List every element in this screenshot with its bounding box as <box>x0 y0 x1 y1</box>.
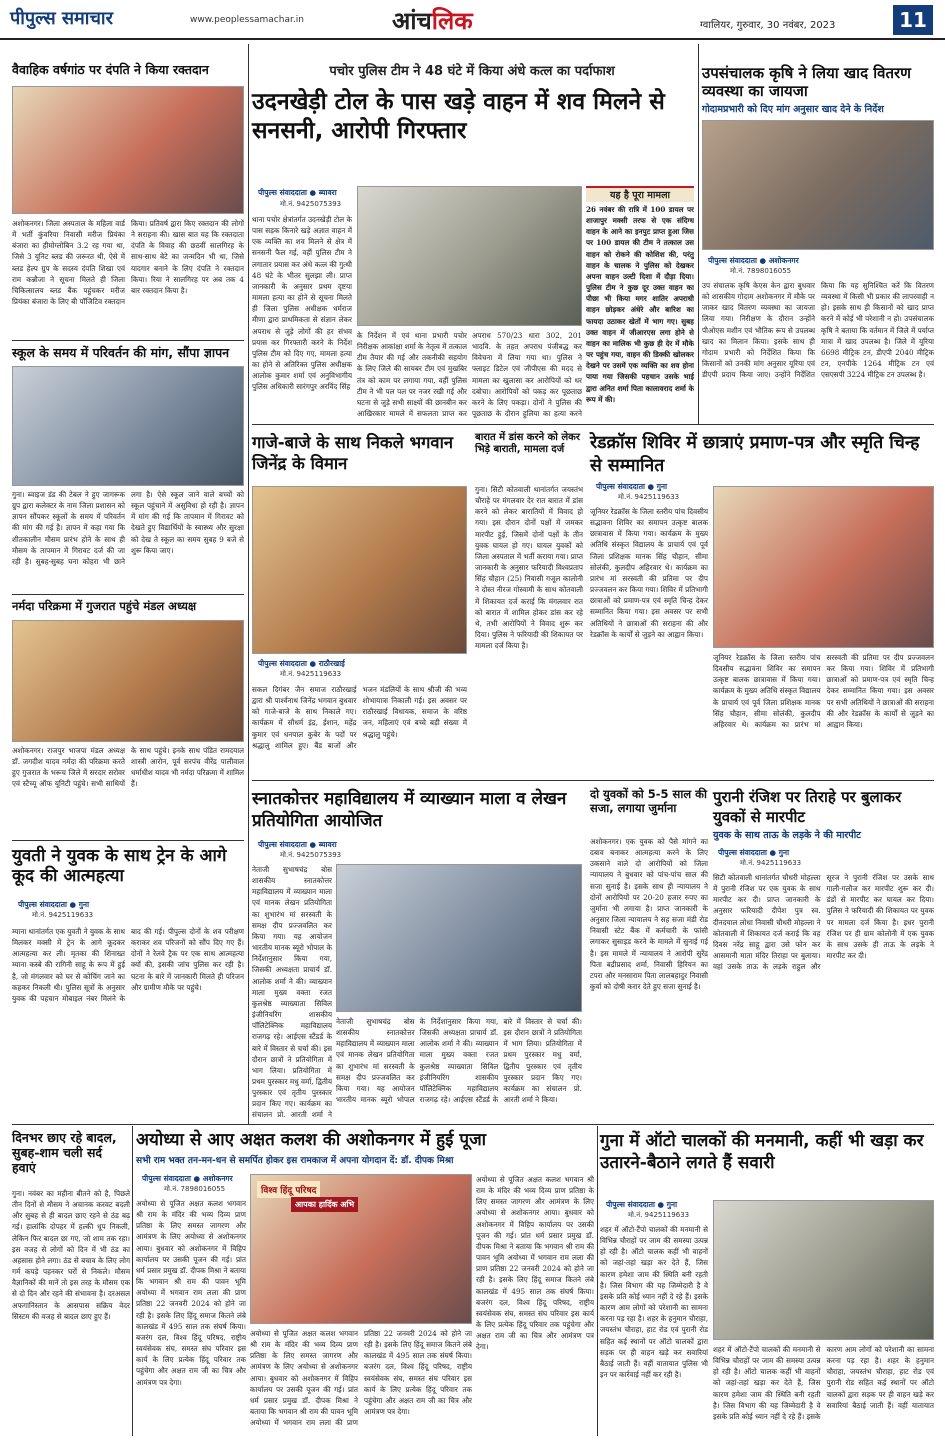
redcross-headline: रेडक्रॉस शिविर में छात्राएं प्रमाण-पत्र और स्मृति चिन्ह से सम्मानित <box>590 433 920 476</box>
baraat-headline: बारात में डांस करने को लेकर भिड़े बाराती, मामला दर्ज <box>475 432 580 455</box>
baraat-text: गुना। सिटी कोतवाली थानांतर्गत जयस्तंभ चौराहे पर मंगलवार देर रात बारात में डांस करने को लेकर बारातियों में विवाद हो गया। इस दौरान दोनों पक्षों में जमकर मारपीट हुई, जिसमें दोनों पक्षों के तीन युवक घायल हो गए। घायल युवकों को जिला अस्पताल में भर्ती कराया गया। प्राप्त जानकारी के अनुसार फरियादी विश्वप्रताप सिंह चौहान (25) निवासी गजूल कालोनी ने दोस्त नीरज गोस्वामी के साथ कोतवाली में शिकायत दर्ज कराई कि मंगलवार रात को बारात में शामिल होकर डांस कर रहे थे, तभी आरोपियों ने विवाद शुरू कर दिया। पुलिस ने फरियादी की शिकायत पर मामला दर्ज किया है। <box>475 485 583 651</box>
lead-text-col2: के निर्देशन में एवं थाना प्रभारी पचोर निरीक्षक आकांक्षा शर्मा के नेतृत्व में तत्काल टीम तैयार की गई और तकनीकी सहयोग के लिए जिले की सायबर टीम एवं मुखबिर तंत्र को काम पर लगाया गया, वहीं पुलिस टीम ने भी पल पल पर नजर रखी गई और घटना से जुड़े सभी साक्ष्यों की छानबीन कर आखिरकार मामले में सफलता प्राप्त कर <box>357 331 467 419</box>
ayodhya-text-cont: अयोध्या से पूजित अक्षत कलश भगवान श्री राम के मंदिर की भव्य दिव्य प्राण प्रतिष्ठा के लिए समस्त जागरण और आमंत्रण के लिए अयोध्या से अशोकनगर आया। बुधवार को अशोकनगर में विहिप कार्यालय पर उसकी पूजन की गई। प्रांत धर्म प्रसार प्रमुख डॉ. दीपक मिश्रा ने बताया कि भगवान श्री राम की पावन भूमि अयोध्या में भगवान राम लला की प्राण प्रतिष्ठा 22 जनवरी 2024 को होने जा रही है। इसके लिए हिंदू समाज कितने लंबे कालखंड में 495 साल तक संघर्ष किया। बजरंग दल, विश्व हिंदू परिषद, राष्ट्रीय स्वयंसेवक संघ, समस्त संघ परिवार इस कार्य के लिए प्रत्येक हिंदू परिवार तक पहुंचेगा और अक्षत राम जी का चित्र और आमंत्रण पत्र देगा। <box>250 1329 472 1428</box>
jinendra-mobile: मो.नं. 9425119633 <box>280 670 342 678</box>
lecture-byline: पीपुल्स संवाददाता ● ब्यावरा <box>258 840 337 849</box>
redcross-text-cont: जूनियर रेडक्रॉस के जिला स्तरीय पांच दिवसीय सद्भावना शिविर का समापन उत्कृष्ट बालक छात्रावास में किया गया। कार्यक्रम के मुख्य अतिथि संस्कृत विद्यालय के प्राचार्य एवं पूर्व जिला प्रशिक्षक मानक सिंह चौहान, सीमा सोलंकी, कुलदीप अहिरवार थे। कार्यक्रम का प्रारंभ मां सरस्वती की प्रतिमा पर दीप प्रज्जवलन कर किया गया। शिविर में प्रतिभागी छात्राओं को प्रमाण-पत्र एवं स्मृति चिन्ह देकर सम्मानित किया गया। इस अवसर पर सभी अतिथियों ने छात्राओं की सराहना की और रेडक्रॉस के कार्यों से जुड़ने का आह्वान किया। <box>713 653 934 729</box>
column-rule <box>698 44 699 424</box>
narmada-photo <box>12 620 244 742</box>
weather-text: गुना। नवंबर का महीना बीतने को है, पिछले तीन दिनों से मौसम ने अचानक करवट बदली और सुबह से ही बादल छाए रहने से ठंड बढ़ गई। हालांकि दोपहर में हल्की धूप निकली, लेकिन फिर बादल छा गए, जो शाम तक रहा। इस वजह से लोगों को दिन में भी ठंड का अहसास होने लगा। ठंड से बचाव के लिए लोग गर्म कपड़े पहनकर घरों से निकले। मौसम वैज्ञानिकों की मानें तो इस तरह के मौसम एक से दो दिन और रहने की संभावना है। दरअसल अफगानिस्तान के आसपास सक्रिय वेदर सिस्टम की वजह से बादल छाए हुए हैं। <box>12 1189 130 1321</box>
ayodhya-text: अयोध्या से पूजित अक्षत कलश भगवान श्री राम के मंदिर की भव्य दिव्य प्राण प्रतिष्ठा के लिए समस्त जागरण और आमंत्रण के लिए अयोध्या से अशोकनगर आया। बुधवार को अशोकनगर में विहिप कार्यालय पर उसकी पूजन की गई। प्रांत धर्म प्रसार प्रमुख डॉ. दीपक मिश्रा ने बताया कि भगवान श्री राम की पावन भूमि अयोध्या में भगवान राम लला की प्राण प्रतिष्ठा 22 जनवरी 2024 को होने जा रही है। इसके लिए हिंदू समाज कितने लंबे कालखंड में 495 साल तक संघर्ष किया। बजरंग दल, विश्व हिंदू परिषद, राष्ट्रीय स्वयंसेवक संघ, समस्त संघ परिवार इस कार्य के लिए प्रत्येक हिंदू परिवार तक पहुंचेगा और अक्षत राम जी का चित्र और आमंत्रण पत्र देगा। <box>136 1199 246 1387</box>
divider <box>12 340 244 341</box>
section-title <box>392 4 473 37</box>
page-number: 11 <box>893 5 933 35</box>
jinendra-text: सकल दिगंबर जैन समाज राठौरखाई द्वारा श्री पार्श्वनाथ जिनेंद्र भगवान बुधवार को गाजे-बाजे के साथ निकाले गए। कार्यक्रम में सौधर्म इंद्र, ईशान, महेंद्र कुमार एवं धनपाल कुबेर के पदों पर श्रद्धालु शामिल हुए। बैंड बाजों और भजन मंडलियों के साथ श्रीजी की भव्य शोभायात्रा निकाली गई। इस अवसर पर राठौरखाई विधायक, समाज के वरिष्ठ जन, महिलाएं एवं बच्चे बड़ी संख्या में श्रद्धालु पहुंचे। <box>252 685 467 750</box>
lecture-headline: स्नातकोत्तर महाविद्यालय में व्याख्यान माला व लेखन प्रतियोगिता आयोजित <box>252 789 567 832</box>
auto-mobile: मो.नं. 9425119633 <box>628 1211 690 1219</box>
anniversary-headline: वैवाहिक वर्षगांठ पर दंपति ने किया रक्तदान <box>12 62 209 77</box>
lead-sidebar-text: 26 नवंबर की रात्रि में 100 डायल पर शाजापुर मक्सी तरफ से एक संदिग्ध वाहन के आने का इनपुट प्राप्त हुआ जिस पर 100 डायल की टीम ने तत्काल उस वाहन को रोकने की कोशिश की, परंतु वाहन के चालक ने पुलिस को देखकर अपना वाहन उल्टी दिशा में दौड़ा दिया। पुलिस टीम ने कुछ दूर उक्त वाहन का पीछा भी किया मगर शातिर अपराधी वाहन छोड़कर अंधेरे और बारिश का फायदा उठाकर खेतों में भाग गए। सुबह उक्त वाहन में जीआरएस लगा होने से वाहन का मालिक भी कुछ ही देर में मौके पर पहुंच गया, वाहन की डिक्की खोलकर देखने पर उसमें एक व्यक्ति का शव होना पाया गया जिसकी पहचान उसके भाई द्वारा अनित शर्मा पिता कालावराद शर्मा के रूप में की। <box>586 205 694 404</box>
fertilizer-byline: पीपुल्स संवाददाता ● अशोकनगर <box>708 256 799 265</box>
column-rule <box>248 44 249 1124</box>
auto-text: शहर में ऑटो-टैंपो चालकों की मनमानी से विभिन्न चौराहों पर जाम की समस्या उत्पन्न हो रही है। ऑटो चालक कहीं भी वाहनों को जहां-तहां खड़ा कर देते हैं, जिस कारण हमेशा जाम की स्थिति बनी रहती है। जिस विभाग की यह जिम्मेदारी है वे इसके प्रति कोई ध्यान नहीं दे रहे हैं। इसके कारण आम लोगों को परेशानी का सामना करना पड़ रहा है। शहर के हनुमान चौराहा, जयस्तंभ चौराहा, हाट रोड एवं पुरानी रोड सहित कई स्थानों पर ऑटो चालकों द्वारा सड़क पर ही वाहन खड़े कर सवारियां बैठाई जाती हैं। वहीं यातायात पुलिस भी इन पर कार्रवाई नहीं कर रही है। <box>600 1225 708 1380</box>
column-rule <box>132 1126 133 1436</box>
train-byline: पीपुल्स संवाददाता ● गुना <box>18 900 90 909</box>
ayodhya-mobile: मो.नं. 7898016055 <box>164 1185 226 1193</box>
lead-headline: उदनखेड़ी टोल के पास खड़े वाहन में शव मिलने से सनसनी, आरोपी गिरफ्तार <box>252 89 665 144</box>
jinendra-photo <box>252 486 467 654</box>
divider <box>252 780 934 781</box>
revenge-text: सिटी कोतवाली थानांतर्गत चौधरी मोहल्ला में पुरानी रंजिश पर एक युवक के साथ मारपीट कर दी। प्राप्त जानकारी के अनुसार फरियादी दीपेश पुत्र स्व. दीनदयाल लोधा निवासी चौधरी मोहल्ला ने कोतवाली में शिकायत दर्ज कराई कि वह दिवस नरेंद्र साहू द्वारा उसे फोन कर आसमानी माता मंदिर तिराहा पर बुलाया। वहां उसके ताऊ के लड़के राहुल और सूरज ने पुरानी रंजिश पर उसके साथ गाली-गलौज कर मारपीट शुरू कर दी। डंडों से मारपीट कर घायल कर दिया। पुलिस ने फरियादी की शिकायत पर युवक पर मामला दर्ज किया है। इधर पुरानी रंजिश पर ही ग्राम कोलोनी में एक युवक के साथ उसके ही ताऊ के लड़के ने मारपीट कर दी। <box>713 873 934 972</box>
sentence-headline: दो युवकों को 5-5 साल की सजा, लगाया जुर्माना <box>590 787 707 815</box>
school-text: गुना। ब्वाइज डंड की टेबल ने हुए जागरूक ग्रुप द्वारा कलेक्टर के नाम जिला प्रशासन को ज्ञापन सौंपकर स्कूलों के समय में परिवर्तन की मांग की गई है। ज्ञापन में कहा गया कि शीतकालीन मौसम प्रारंभ होने के साथ ही मौसम के तापमान में गिरावट दर्ज की जा रही है। सुबह-सुबह घना कोहरा भी छाने लगा है। ऐसे स्कूल जाने वाले बच्चों को स्कूल पहुंचाने में असुविधा हो रही है। ज्ञापन में मांग की गई कि तापमान में गिरावट को देखते हुए विद्यार्थियों के स्वास्थ्य और सुरक्षा को देख ते स्कूल का समय सुबह 9 बजे से शुरू किया जाए। <box>12 490 244 566</box>
lead-kicker: पचोर पुलिस टीम ने 48 घंटे में किया अंधे कत्ल का पर्दाफाश <box>329 64 615 79</box>
auto-photo <box>713 1200 934 1340</box>
narmada-headline: नर्मदा परिक्रमा में गुजरात पहुंचे मंडल अध्यक्ष <box>12 599 197 613</box>
train-text: म्याना थानांतर्गत एक युवती ने युवक के साथ मिलकर मक्सी में ट्रेन के आगे कूदकर आत्महत्या कर ली। मृतका की शिनाख्त म्याना कस्बे की रागिनी साहू के रूप में हुई है, जो मंगलवार को घर से कोचिंग जाने का कहकर निकली थी। पुलिस सूत्रों के अनुसार युवक की पहचान मोबाइल नंबर मिलने के बाद की गई। पीपुल्स दोनों के शव परीक्षण कराकर शव परिजनों को सौंप दिए गए हैं। दोनों ने रेलवे ट्रैक पर एक साथ आत्महत्या क्यों की, इसकी जांच पुलिस कर रही है। घटना के बारे में जानकारी मिलते ही परिजन और ग्रामीण मौके पर पहुंचे। <box>12 927 244 1003</box>
ayodhya-banner-text: विश्व हिंदू परिषद <box>257 1181 320 1198</box>
section-title-a: आंच <box>392 7 432 35</box>
lead-photo <box>357 186 582 326</box>
anniversary-photo <box>12 86 244 214</box>
lead-text-col1: थाना पचोर क्षेत्रांतर्गत उदनखेड़ी टोल के पास सड़क किनारे खड़े अज्ञात वाहन में एक व्यक्ति का शव मिलने से क्षेत्र में सनसनी फैल गई, वहीं पुलिस टीम ने लगातार प्रयास कर अंधे कत्ल की गुत्थी 48 घंटे के भीतर सुलझा ली। प्राप्त जानकारी के अनुसार प्रथम दृष्टया मामला हत्या का होने से सूचना मिलते ही जिला पुलिस अधीक्षक धर्मराज मीणा द्वारा प्राथमिकता से संज्ञान लेकर अपराध से जुड़े लोगों की हर संभव प्रयास कर गिरफ्तारी करने के निर्देश पुलिस टीम को दिए गए, मामला हत्या का होने से अतिरिक्त पुलिस अधीक्षक आलोक कुमार शर्मा एवं अनुविभागीय पुलिस अधिकारी सारंगपुर अरविंद सिंह <box>252 215 352 392</box>
divider <box>136 1124 934 1125</box>
school-photo <box>12 366 244 486</box>
jinendra-headline: गाजे-बाजे के साथ निकले भगवान जिनेंद्र के विमान <box>252 433 453 474</box>
lead-byline: पीपुल्स संवाददाता ● ब्यावरा <box>258 188 337 197</box>
redcross-byline: पीपुल्स संवाददाता ● गुना <box>596 482 668 491</box>
revenge-headline: पुरानी रंजिश पर तिराहे पर बुलाकर युवकों से मारपीट <box>713 788 902 826</box>
revenge-byline: पीपुल्स संवाददाता ● गुना <box>718 848 790 857</box>
narmada-text: अशोकनगर। राजपुर भाजपा मंडल अध्यक्ष डॉ. जगदीश यादव नर्मदा की परिक्रमा करते हुए गुजरात के भरूच जिले में सरदार सरोवर एवं स्टैच्यू ऑफ यूनिटी पहुंचे। सभी साथियों के साथ पहुंचे। इनके साथ पंडित रामदयाल शास्त्री आरोन, पूर्व सरपंच वीरेंद्र पालीवाल धर्माधीश यादव भी नर्मदा परिक्रमा में शामिल हैं। <box>12 746 244 789</box>
lead-text-col3: अपराध 570/23 धारा 302, 201 भादवि. के तहत अपराध पंजीबद्ध कर विवेचना में लिया गया था। पुलिस ने फ्लाइट डिटेल एवं जीपीएस की मदद से मामला का खुलासा कर आरोपियों को धर दबोचा। आरोपियों को पकड़ कर पूछताछ करने के लिए पकड़ा। दोनों ने पुलिस की पूछताछ के दौरान हुलिया का हत्या करने <box>472 331 582 419</box>
revenge-mobile: मो.नं. 9425119633 <box>740 859 802 867</box>
jinendra-byline: पीपुल्स संवाददाता ● राठौरखाई <box>258 659 345 668</box>
revenge-deck: युवक के साथ ताऊ के लड़के ने की मारपीट <box>713 830 861 841</box>
brand-url: www.peoplessamachar.in <box>190 15 304 25</box>
train-headline: युवती ने युवक के साथ ट्रेन के आगे कूद की आत्महत्या <box>12 846 227 887</box>
masthead <box>0 0 945 40</box>
school-headline: स्कूल के समय में परिवर्तन की मांग, सौंपा ज्ञापन <box>12 345 230 360</box>
sentence-text: अशोकनगर। एक युवक को पैसे मांगने का दबाव बनाकर आत्महत्या करने के लिए उकसाने वाले दो आरोपियों को जिला न्यायालय ने बुधवार को पांच-पांच साल की सजा सुनाई है। इसके साथ ही न्यायालय ने दोनों आरोपियों पर 20-20 हजार रुपए का जुर्माना भी लगाया है। प्राप्त जानकारी के अनुसार जिला न्यायालय ने सह सजा मंडी रोड निवासी स्टेट बैंक में कर्मचारी के फांसी लगाकर सुसाइड करने के मामले में सुनाई गई है। इस मामले में न्यायालय ने आरोपी सुरेंद्र पिता बद्रीप्रसाद शर्मा, निवासी हिरियन का टपरा और मनसाराम पिता लालबहादुर निवासी कुर्वा को दोषी करार देते हुए सजा सुनाई है। <box>590 837 708 992</box>
fertilizer-deck: गोदामप्रभारी को दिए मांग अनुसार खाद देने के निर्देश <box>702 104 884 115</box>
lecture-mobile: मो.नं. 9425075393 <box>280 851 342 859</box>
redcross-photo <box>713 486 934 648</box>
anniversary-text: अशोकनगर। जिला अस्पताल के महिला वार्ड में भर्ती कुंवरिया निवासी मरीज प्रियंका बंजारा का हीमोग्लोबिन 3.2 रह गया था, जिसे 3 यूनिट ब्लड की जरूरत थी, ऐसे में ब्लड हेल्प ग्रुप के सदस्य दंपति शिखा एवं राम कन्नौजा ने सूचना मिलते ही जिला चिकित्सालय ब्लड बैंक पहुंचकर मरीज प्रियंका बंजारा के लिए बी पॉजिटिव रक्तदान किया। प्रतिवर्ष द्वारा किए रक्तदान की लोगों ने सराहना की। खास बात यह कि रक्तदाता दंपति के विवाह की छठवीं सालगिरह के साथ-साथ बेटे का जन्मदिन भी था, जिसे यादगार बनाने के लिए दंपति ने रक्तदान किया। रिया ने सालगिरह पर अब तक 4 बार रक्तदान किया है। <box>12 219 244 307</box>
divider <box>252 424 934 425</box>
ayodhya-deck: सभी राम भक्त तन-मन-धन से समर्पित होकर इस रामकाज में अपना योगदान दें: डॉ. दीपक मिश्रा <box>136 1156 454 1166</box>
redcross-text: जूनियर रेडक्रॉस के जिला स्तरीय पांच दिवसीय सद्भावना शिविर का समापन उत्कृष्ट बालक छात्रावास में किया गया। कार्यक्रम के मुख्य अतिथि संस्कृत विद्यालय के प्राचार्य एवं पूर्व जिला प्रशिक्षक मानक सिंह चौहान, सीमा सोलंकी, कुलदीप अहिरवार थे। कार्यक्रम का प्रारंभ मां सरस्वती की प्रतिमा पर दीप प्रज्जवलन कर किया गया। शिविर में प्रतिभागी छात्राओं को प्रमाण-पत्र एवं स्मृति चिन्ह देकर सम्मानित किया गया। इस अवसर पर सभी अतिथियों ने छात्राओं की सराहना की और रेडक्रॉस के कार्यों से जुड़ने का आह्वान किया। <box>590 507 708 639</box>
lead-sidebar-header <box>586 186 694 202</box>
column-rule <box>597 1126 598 1436</box>
lead-mobile: मो.नं. 9425075393 <box>280 200 342 208</box>
train-mobile: मो.नं. 9425119633 <box>32 911 94 919</box>
ayodhya-photo <box>250 1174 472 1324</box>
auto-headline: गुना में ऑटो चालकों की मनमानी, कहीं भी खड़ा कर उतारने-बैठाने लगते हैं सवारी <box>600 1131 924 1174</box>
brand-logo: पीपुल्स समाचार <box>10 8 113 29</box>
dateline: ग्वालियर, गुरुवार, 30 नवंबर, 2023 <box>700 20 836 31</box>
section-title-b: लिक <box>431 7 473 35</box>
ayodhya-headline: अयोध्या से आए अक्षत कलश की अशोकनगर में हुई पूजा <box>136 1130 487 1150</box>
lead-sidebar-title: यह है पूरा मामला <box>610 190 670 201</box>
auto-text-cont: शहर में ऑटो-टैंपो चालकों की मनमानी से विभिन्न चौराहों पर जाम की समस्या उत्पन्न हो रही है। ऑटो चालक कहीं भी वाहनों को जहां-तहां खड़ा कर देते हैं, जिस कारण हमेशा जाम की स्थिति बनी रहती है। जिस विभाग की यह जिम्मेदारी है वे इसके प्रति कोई ध्यान नहीं दे रहे हैं। इसके कारण आम लोगों को परेशानी का सामना करना पड़ रहा है। शहर के हनुमान चौराहा, जयस्तंभ चौराहा, हाट रोड एवं पुरानी रोड सहित कई स्थानों पर ऑटो चालकों द्वारा सड़क पर ही वाहन खड़े कर सवारियां बैठाई जाती हैं। वहीं यातायात <box>713 1345 934 1421</box>
fertilizer-text: उप संचालक कृषि केएस केन द्वारा बुधवार को शासकीय गोदाम अशोकनगर में मौके पर जाकर खाद वितरण व्यवस्था का जायजा लिया गया। निरीक्षण के दौरान उन्होंने पीओएस मशीन एवं भौतिक रूप से उपलब्ध खाद का मिलान किया। इसके साथ ही गोदाम प्रभारी को निर्देशित किया कि किसानों को उनकी मांग अनुसार यूरिया एवं डीएपी प्रदाय किया जाए। उन्होंने निर्देशित किया कि यह सुनिश्चित करें कि वितरण व्यवस्था में किसी भी प्रकार की लापरवाही न हो। इसके साथ ही किसानों को खाद प्राप्त करने में कोई भी परेशानी न हो। उपसंचालक कृषि ने बताया कि वर्तमान में जिले में पर्याप्त मात्रा में खाद उपलब्ध है। जिले में यूरिया 6698 मीट्रिक टन, डीएपी 2040 मीट्रिक टन, एनपीके 1264 मीट्रिक टन एवं एसएसपी 3224 मीट्रिक टन उपलब्ध है। <box>702 281 934 380</box>
divider <box>12 594 244 595</box>
ayodhya-banner-text2: आपका हार्दिक अभि <box>291 1197 358 1212</box>
fertilizer-photo <box>702 120 934 250</box>
fertilizer-mobile: मो.नं. 7898016055 <box>730 267 792 275</box>
lecture-text-cont: नेताजी सुभाषचंद्र बोस शासकीय स्नातकोत्तर महाविद्यालय में व्याख्यान माला एवं मानक लेखन प्रतियोगिता का शुभारंभ मां सरस्वती के समक्ष दीप प्रज्जवलित कर किया गया। यह आयोजन भारतीय मानक ब्यूरो भोपाल के निर्देशानुसार किया गया, जिसकी अध्यक्षता प्राचार्य डॉ. आलोक शर्मा ने की। व्याख्यान माला मुख्य वक्ता रजत कुलश्रेष्ठ व्याख्याता सिविल इंजीनियरिंग शासकीय पॉलिटेक्निक महाविद्यालय राजगढ़ रहे। आईएस स्टैंडर्ड के बारे में विस्तार से चर्चा की। इस दौरान छात्रों ने प्रतियोगिता में भाग लिया। प्रतियोगिता में प्रथम पुरस्कार मधु वर्मा, द्वितीय पुरस्कार एवं तृतीय पुरस्कार प्रदान किए गए। कार्यक्रम का संचालन प्रो. आरती शर्मा ने किया। <box>336 1017 582 1105</box>
divider <box>12 840 244 841</box>
lecture-text: नेताजी सुभाषचंद्र बोस शासकीय स्नातकोत्तर महाविद्यालय में व्याख्यान माला एवं मानक लेखन प्रतियोगिता का शुभारंभ मां सरस्वती के समक्ष दीप प्रज्जवलित कर किया गया। यह आयोजन भारतीय मानक ब्यूरो भोपाल के निर्देशानुसार किया गया, जिसकी अध्यक्षता प्राचार्य डॉ. आलोक शर्मा ने की। व्याख्यान माला मुख्य वक्ता रजत कुलश्रेष्ठ व्याख्याता सिविल इंजीनियरिंग शासकीय पॉलिटेक्निक महाविद्यालय राजगढ़ रहे। आईएस स्टैंडर्ड के बारे में विस्तार से चर्चा की। इस दौरान छात्रों ने प्रतियोगिता में भाग लिया। प्रतियोगिता में प्रथम पुरस्कार मधु वर्मा, द्वितीय पुरस्कार एवं तृतीय पुरस्कार प्रदान किए गए। कार्यक्रम का संचालन प्रो. आरती शर्मा ने <box>252 865 332 1120</box>
lecture-photo <box>336 864 582 1012</box>
weather-headline: दिनभर छाए रहे बादल, सुबह-शाम चली सर्द हवाएं <box>12 1130 117 1175</box>
auto-byline: पीपुल्स संवाददाता ● गुना <box>606 1200 678 1209</box>
ayodhya-byline: पीपुल्स संवाददाता ● अशोकनगर <box>142 1174 233 1183</box>
ayodhya-text-col3: अयोध्या से पूजित अक्षत कलश भगवान श्री राम के मंदिर की भव्य दिव्य प्राण प्रतिष्ठा के लिए समस्त जागरण और आमंत्रण के लिए अयोध्या से अशोकनगर आया। बुधवार को अशोकनगर में विहिप कार्यालय पर उसकी पूजन की गई। प्रांत धर्म प्रसार प्रमुख डॉ. दीपक मिश्रा ने बताया कि भगवान श्री राम की पावन भूमि अयोध्या में भगवान राम लला की प्राण प्रतिष्ठा 22 जनवरी 2024 को होने जा रही है। इसके लिए हिंदू समाज कितने लंबे कालखंड में 495 साल तक संघर्ष किया। बजरंग दल, विश्व हिंदू परिषद, राष्ट्रीय स्वयंसेवक संघ, समस्त संघ परिवार इस कार्य के लिए प्रत्येक हिंदू परिवार तक पहुंचेगा और अक्षत राम जी का चित्र और आमंत्रण पत्र देगा। <box>476 1175 594 1352</box>
fertilizer-headline: उपसंचालक कृषि ने लिया खाद वितरण व्यवस्था का जायजा <box>702 64 912 100</box>
redcross-mobile: मो.नं. 9425119633 <box>618 493 680 501</box>
